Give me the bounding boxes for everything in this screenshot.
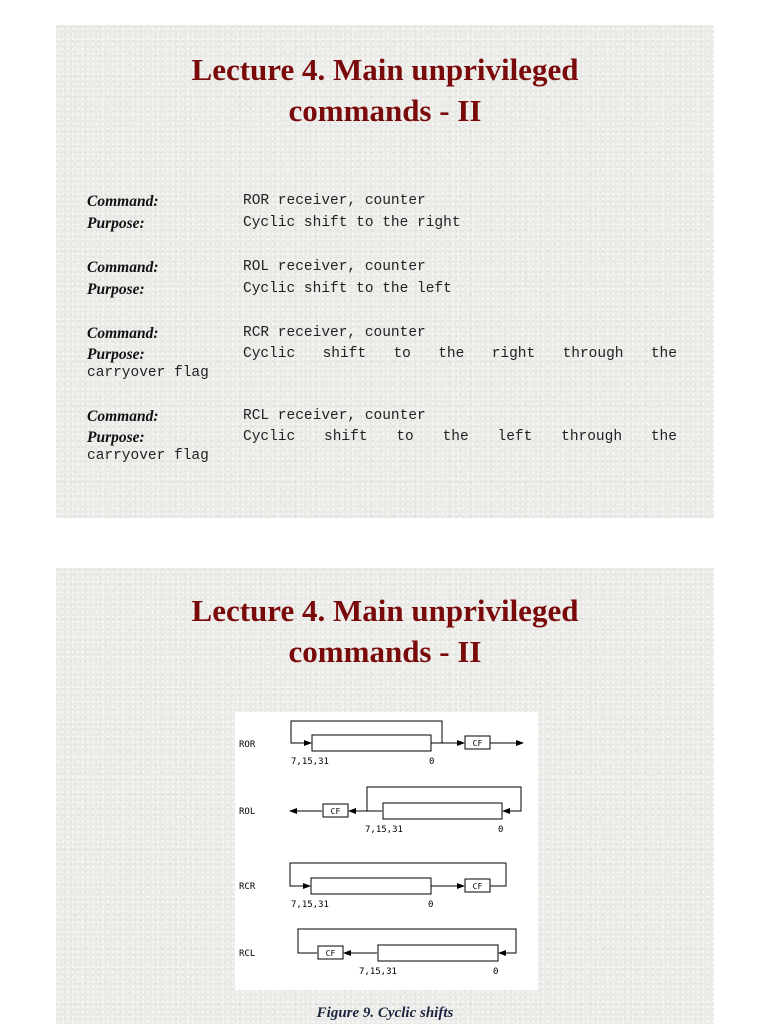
purpose-word: shift [324, 429, 368, 445]
purpose-text: Cyclic shift to the left [243, 281, 452, 297]
purpose-label: Purpose: [87, 346, 145, 363]
command-label: Command: [87, 193, 159, 210]
slide-cyclic-shifts [56, 568, 714, 1024]
slide-commands [56, 25, 714, 518]
purpose-text: Cyclic shift to the right [243, 215, 461, 231]
purpose-label: Purpose: [87, 281, 145, 298]
purpose-word: through [561, 429, 623, 445]
purpose-word: Cyclic [243, 429, 296, 445]
cyclic-shifts-figure [235, 712, 538, 990]
purpose-word: through [562, 346, 624, 362]
slide-title [56, 590, 714, 672]
purpose-wrap-text: carryover flag [87, 448, 209, 464]
high-bit-label: 7,15,31 [291, 900, 329, 910]
purpose-text [243, 346, 677, 362]
purpose-word: Cyclic [243, 346, 296, 362]
low-bit-label: 0 [498, 825, 504, 835]
purpose-text [243, 429, 677, 445]
purpose-word: the [442, 429, 469, 445]
carry-flag-label: CF [330, 807, 341, 816]
slide-title-line1: Lecture 4. Main unprivileged [191, 593, 579, 628]
purpose-word: to [393, 346, 411, 362]
high-bit-label: 7,15,31 [365, 825, 403, 835]
command-text: RCR receiver, counter [243, 325, 426, 341]
purpose-wrap-text: carryover flag [87, 365, 209, 381]
rcr-diagram [239, 863, 506, 910]
cyclic-shifts-diagram [235, 712, 538, 990]
purpose-word: shift [322, 346, 367, 362]
command-label: Command: [87, 408, 159, 425]
command-text: RCL receiver, counter [243, 408, 426, 424]
figure-caption: Figure 9. Cyclic shifts [316, 1005, 454, 1021]
register-box [383, 803, 502, 819]
command-text: ROL receiver, counter [243, 259, 426, 275]
carry-flag-label: CF [325, 949, 336, 958]
purpose-word: to [396, 429, 414, 445]
high-bit-label: 7,15,31 [291, 757, 329, 767]
command-text: ROR receiver, counter [243, 193, 426, 209]
shift-name: ROL [239, 807, 256, 817]
command-label: Command: [87, 259, 159, 276]
register-box [311, 878, 431, 894]
purpose-word: the [438, 346, 465, 362]
high-bit-label: 7,15,31 [359, 967, 397, 977]
purpose-word: right [491, 346, 536, 362]
rcl-diagram [239, 929, 516, 977]
shift-name: RCL [239, 949, 256, 959]
slide-title-line2: commands - II [288, 93, 482, 128]
register-box [378, 945, 498, 961]
ror-diagram [239, 721, 523, 767]
shift-name: RCR [239, 882, 256, 892]
low-bit-label: 0 [428, 900, 434, 910]
command-label: Command: [87, 325, 159, 342]
register-box [312, 735, 431, 751]
carry-flag-label: CF [472, 882, 483, 891]
slide-title [56, 49, 714, 131]
rol-diagram [239, 787, 521, 835]
low-bit-label: 0 [493, 967, 499, 977]
low-bit-label: 0 [429, 757, 435, 767]
purpose-word: left [497, 429, 533, 445]
purpose-word: the [650, 346, 677, 362]
purpose-word: the [650, 429, 677, 445]
carry-flag-label: CF [472, 739, 483, 748]
purpose-label: Purpose: [87, 215, 145, 232]
slide-title-line2: commands - II [288, 634, 482, 669]
purpose-label: Purpose: [87, 429, 145, 446]
slide-title-line1: Lecture 4. Main unprivileged [191, 52, 579, 87]
shift-name: ROR [239, 740, 256, 750]
